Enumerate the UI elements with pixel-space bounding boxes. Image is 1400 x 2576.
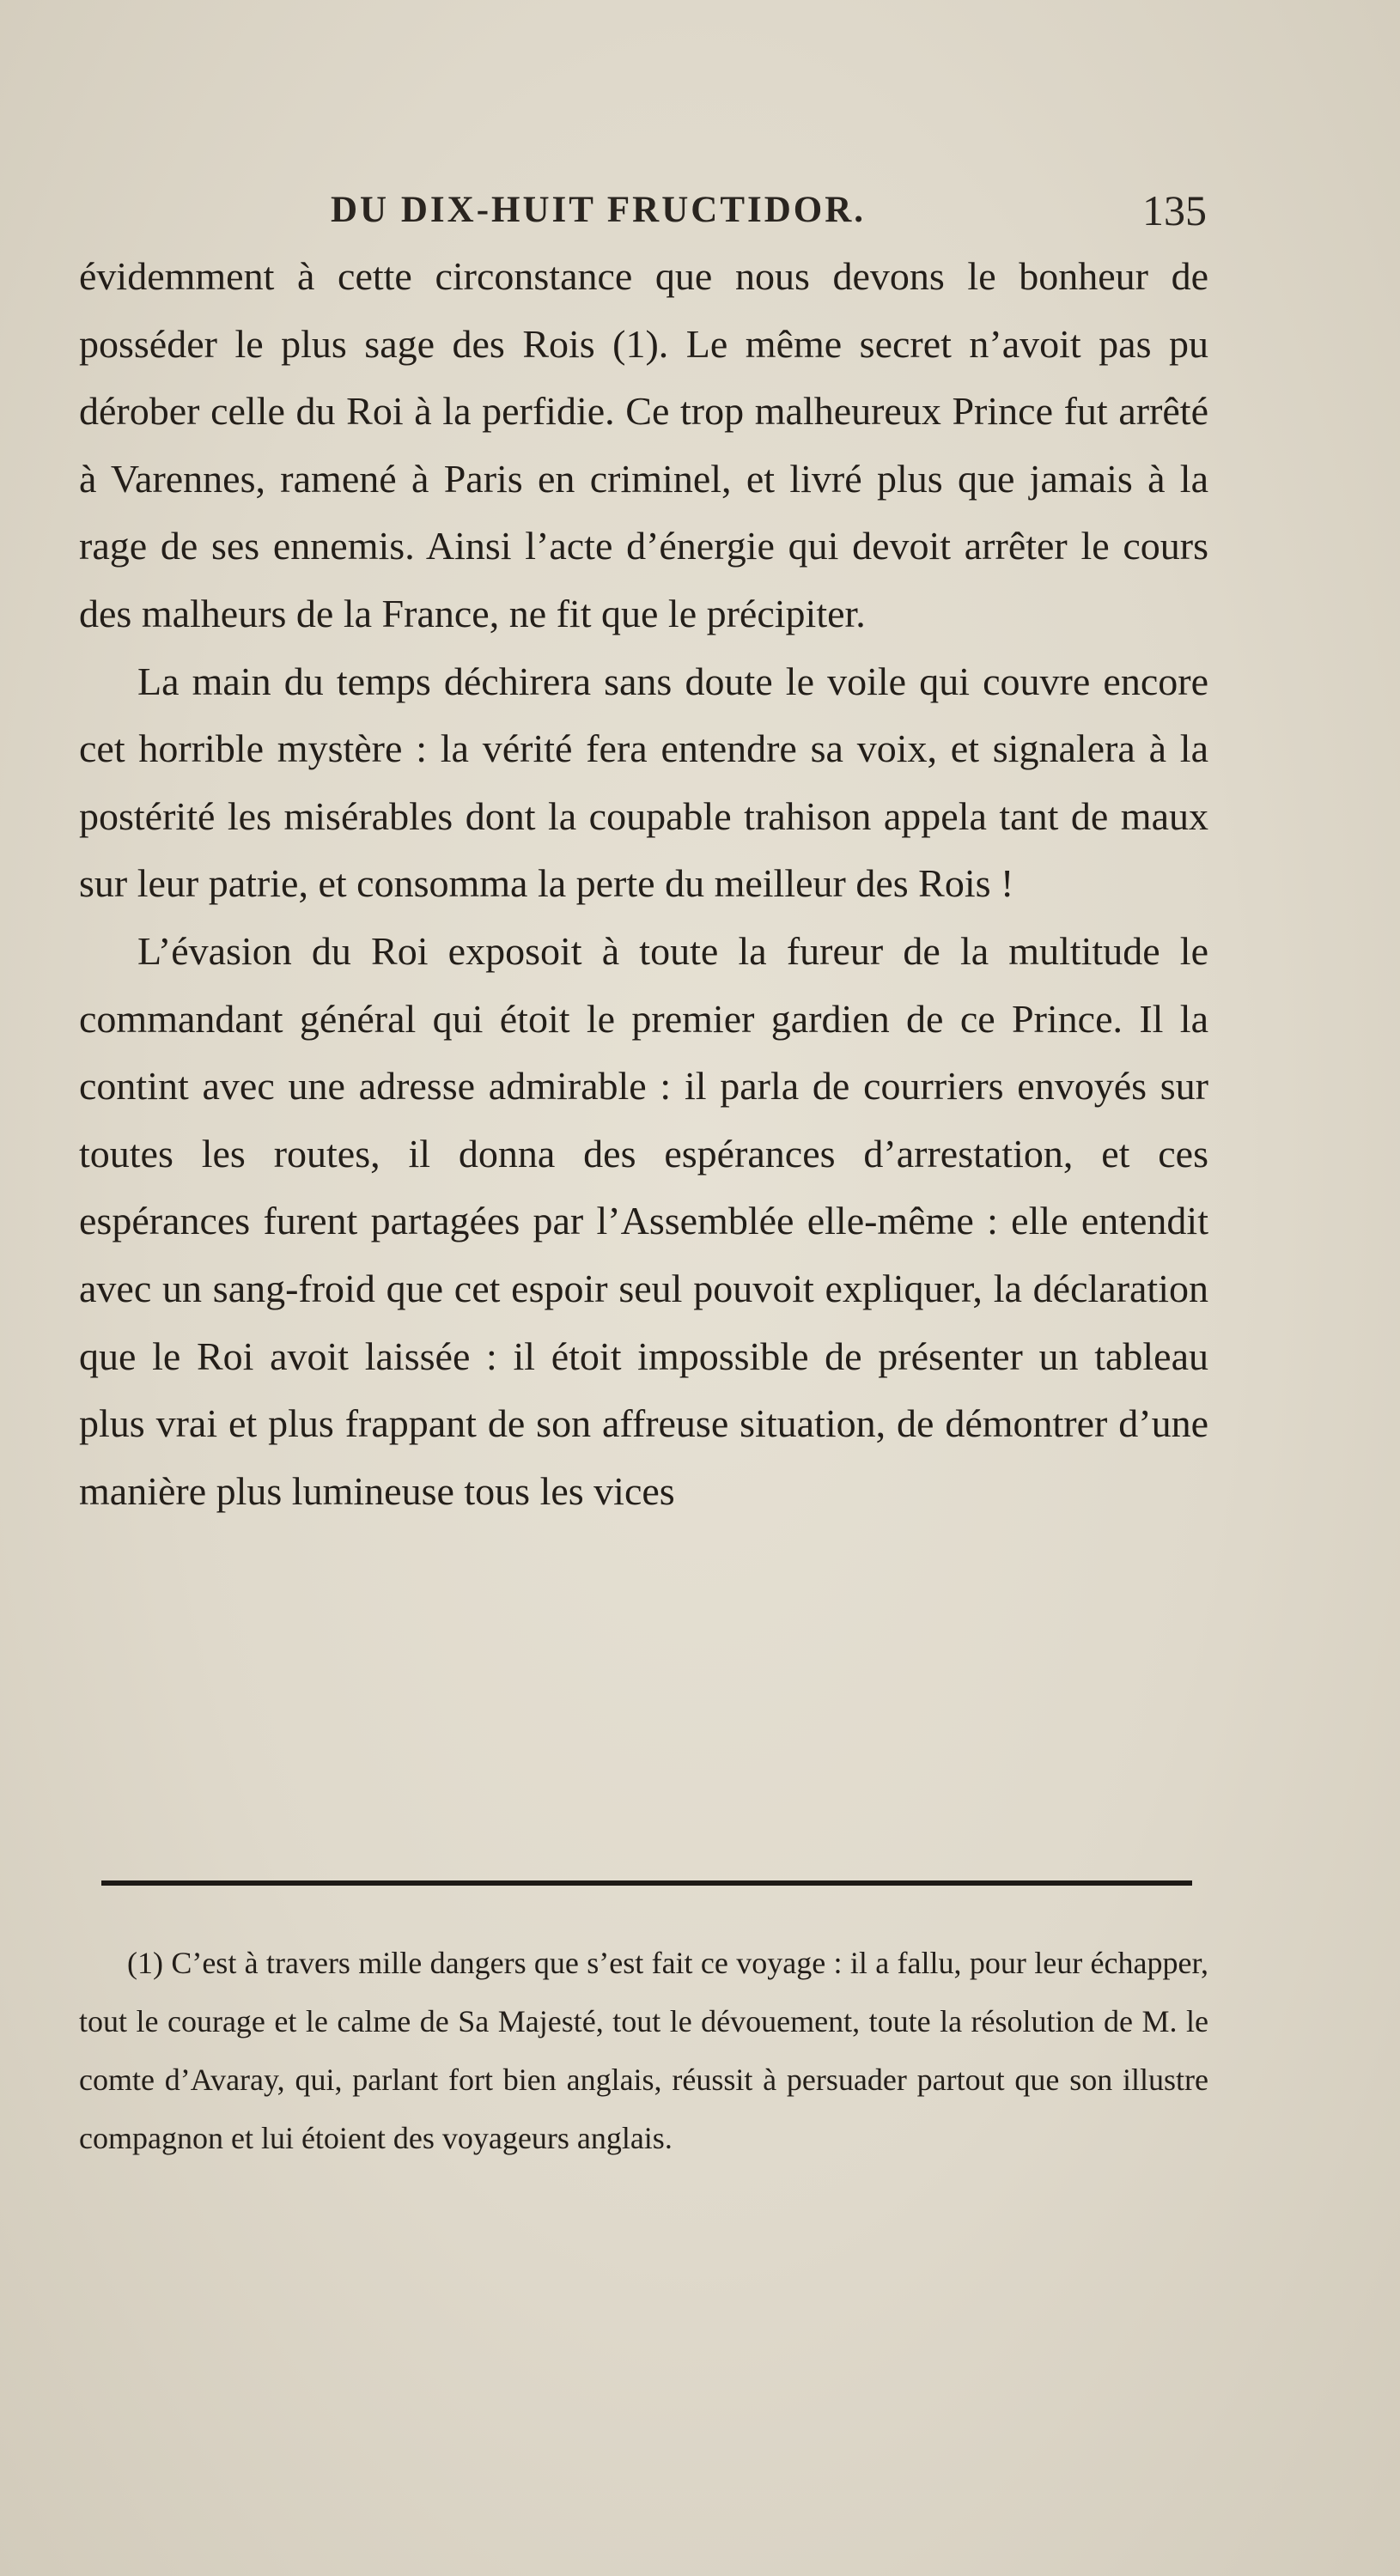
paragraph-continued: évidemment à cette circonstance que nous devons le bonheur de posséder le plus sage des Rois (1). Le même secret n’avoit pas pu dérober celle du Roi à la perfidie. Ce trop malheureux Prince fut arrêté à Varennes, ramené à Paris en criminel, et livré plus que jamais à la rage de ses ennemis. Ainsi l’acte d’énergie qui devoit arrêter le cours des malheurs de la France, ne fit que le précipiter. bbox=[79, 254, 1208, 635]
footnote-divider bbox=[101, 1880, 1192, 1886]
running-head: DU DIX-HUIT FRUCTIDOR. bbox=[331, 190, 867, 230]
paragraph: L’évasion du Roi exposoit à toute la fureur de la multitude le commandant général qui étoit le premier gardien de ce Prince. Il la contint avec une adresse admirable : il parla de courriers envoyés sur toutes les routes, il donna des espérances d’arrestation, et ces espérances furent partagées par l’Assemblée elle-même : elle entendit avec un sang-froid que cet espoir seul pouvoit expliquer, la déclaration que le Roi avoit laissée : il étoit impossible de présenter un tableau plus vrai et plus frappant de son affreuse situation, de démontrer d’une manière plus lumineuse tous les vices bbox=[79, 928, 1208, 1513]
paragraph: La main du temps déchirera sans doute le voile qui couvre encore cet horrible mystère : la vérité fera entendre sa voix, et signalera à la postérité les misérables dont la coupable trahison appela tant de maux sur leur patrie, et consomma la perte du meilleur des Rois ! bbox=[79, 659, 1208, 906]
page-number: 135 bbox=[1142, 186, 1207, 234]
footnote-text: (1) C’est à travers mille dangers que s’est fait ce voyage : il a fallu, pour leur échapper, tout le courage et le calme de Sa Majesté, tout le dévouement, toute la résolution de M. le comte d’Avaray, qui, parlant fort bien anglais, réussit à persuader partout que son illustre compagnon et lui étoient des voyageurs anglais. bbox=[79, 1946, 1208, 2155]
main-text bbox=[79, 243, 1208, 1525]
page-header bbox=[331, 186, 1207, 240]
footnote bbox=[79, 1934, 1208, 2167]
